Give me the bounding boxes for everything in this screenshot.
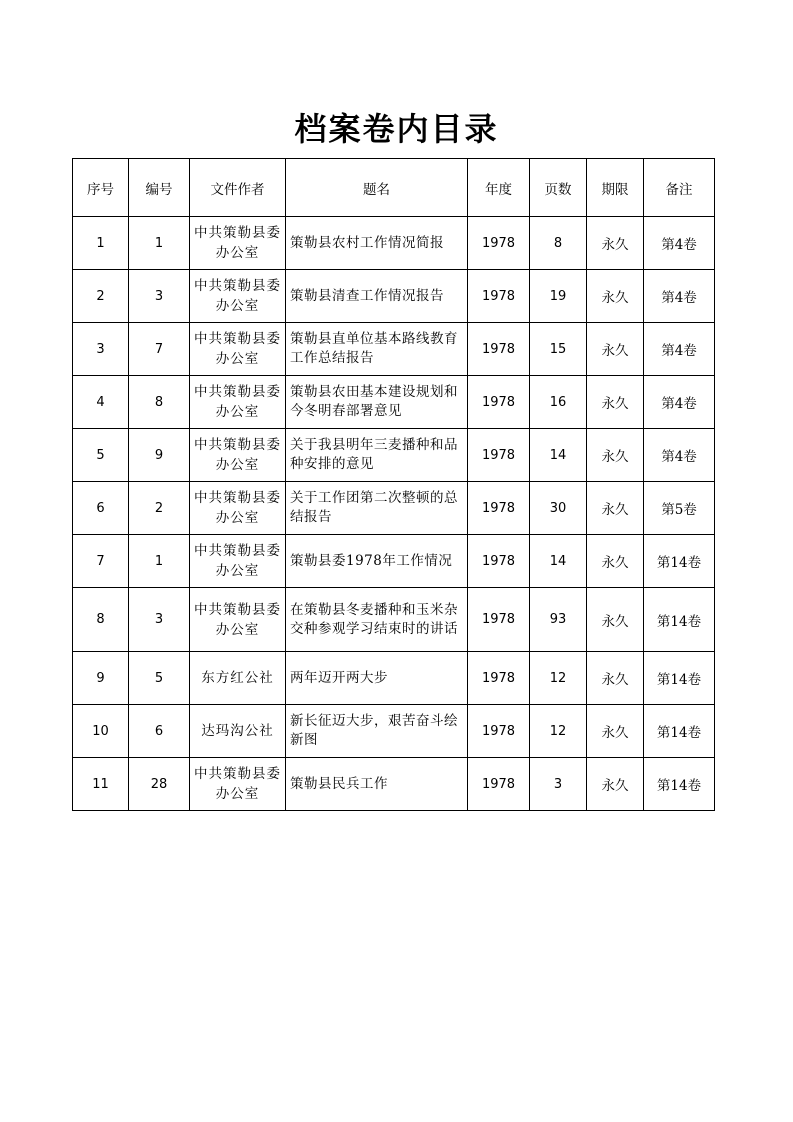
cell-term: 永久 (587, 482, 644, 535)
cell-author: 中共策勒县委办公室 (190, 376, 286, 429)
cell-pages: 14 (530, 535, 587, 588)
cell-code: 3 (129, 270, 190, 323)
cell-year: 1978 (468, 482, 530, 535)
cell-name: 策勒县农田基本建设规划和今冬明春部署意见 (286, 376, 468, 429)
cell-seq: 4 (73, 376, 129, 429)
cell-note: 第14卷 (644, 652, 715, 705)
cell-pages: 12 (530, 705, 587, 758)
cell-note: 第14卷 (644, 705, 715, 758)
cell-pages: 12 (530, 652, 587, 705)
cell-code: 7 (129, 323, 190, 376)
table-row (73, 323, 715, 376)
table-row (73, 588, 715, 652)
cell-term: 永久 (587, 535, 644, 588)
cell-seq: 5 (73, 429, 129, 482)
cell-note: 第4卷 (644, 376, 715, 429)
cell-pages: 16 (530, 376, 587, 429)
header-pages: 页数 (530, 159, 587, 217)
cell-pages: 8 (530, 217, 587, 270)
cell-term: 永久 (587, 652, 644, 705)
header-note: 备注 (644, 159, 715, 217)
cell-year: 1978 (468, 588, 530, 652)
cell-seq: 7 (73, 535, 129, 588)
header-year: 年度 (468, 159, 530, 217)
cell-term: 永久 (587, 270, 644, 323)
cell-pages: 14 (530, 429, 587, 482)
catalog-table (72, 158, 715, 811)
cell-note: 第4卷 (644, 270, 715, 323)
cell-term: 永久 (587, 758, 644, 811)
cell-year: 1978 (468, 535, 530, 588)
cell-term: 永久 (587, 588, 644, 652)
cell-pages: 19 (530, 270, 587, 323)
cell-name: 在策勒县冬麦播种和玉米杂交种参观学习结束时的讲话 (286, 588, 468, 652)
cell-author: 中共策勒县委办公室 (190, 758, 286, 811)
table-row (73, 270, 715, 323)
cell-pages: 93 (530, 588, 587, 652)
cell-author: 中共策勒县委办公室 (190, 588, 286, 652)
cell-note: 第14卷 (644, 758, 715, 811)
page-title: 档案卷内目录 (294, 110, 499, 148)
cell-code: 28 (129, 758, 190, 811)
cell-year: 1978 (468, 429, 530, 482)
cell-seq: 1 (73, 217, 129, 270)
cell-term: 永久 (587, 376, 644, 429)
cell-pages: 3 (530, 758, 587, 811)
cell-code: 1 (129, 217, 190, 270)
cell-note: 第14卷 (644, 588, 715, 652)
cell-author: 中共策勒县委办公室 (190, 482, 286, 535)
cell-code: 6 (129, 705, 190, 758)
cell-author: 中共策勒县委办公室 (190, 429, 286, 482)
header-author: 文件作者 (190, 159, 286, 217)
cell-code: 3 (129, 588, 190, 652)
cell-note: 第4卷 (644, 323, 715, 376)
cell-name: 策勒县民兵工作 (286, 758, 468, 811)
cell-seq: 10 (73, 705, 129, 758)
table-row (73, 482, 715, 535)
cell-note: 第14卷 (644, 535, 715, 588)
cell-year: 1978 (468, 323, 530, 376)
cell-author: 中共策勒县委办公室 (190, 217, 286, 270)
cell-term: 永久 (587, 429, 644, 482)
cell-author: 达玛沟公社 (190, 705, 286, 758)
cell-name: 策勒县直单位基本路线教育工作总结报告 (286, 323, 468, 376)
table-row (73, 758, 715, 811)
header-term: 期限 (587, 159, 644, 217)
table-row (73, 705, 715, 758)
table-row (73, 652, 715, 705)
cell-name: 策勒县农村工作情况简报 (286, 217, 468, 270)
header-seq: 序号 (73, 159, 129, 217)
cell-pages: 30 (530, 482, 587, 535)
cell-year: 1978 (468, 758, 530, 811)
cell-name: 策勒县委1978年工作情况 (286, 535, 468, 588)
cell-name: 两年迈开两大步 (286, 652, 468, 705)
cell-seq: 8 (73, 588, 129, 652)
cell-seq: 11 (73, 758, 129, 811)
cell-author: 中共策勒县委办公室 (190, 535, 286, 588)
cell-year: 1978 (468, 270, 530, 323)
header-row (73, 159, 715, 217)
cell-seq: 3 (73, 323, 129, 376)
cell-seq: 9 (73, 652, 129, 705)
cell-name: 关于我县明年三麦播种和品种安排的意见 (286, 429, 468, 482)
cell-pages: 15 (530, 323, 587, 376)
table-row (73, 429, 715, 482)
cell-name: 关于工作团第二次整顿的总结报告 (286, 482, 468, 535)
cell-name: 策勒县清查工作情况报告 (286, 270, 468, 323)
header-code: 编号 (129, 159, 190, 217)
cell-note: 第4卷 (644, 217, 715, 270)
table-row (73, 535, 715, 588)
cell-author: 中共策勒县委办公室 (190, 270, 286, 323)
cell-code: 2 (129, 482, 190, 535)
cell-term: 永久 (587, 323, 644, 376)
cell-code: 9 (129, 429, 190, 482)
header-name: 题名 (286, 159, 468, 217)
cell-code: 8 (129, 376, 190, 429)
cell-note: 第4卷 (644, 429, 715, 482)
cell-code: 5 (129, 652, 190, 705)
cell-year: 1978 (468, 376, 530, 429)
cell-term: 永久 (587, 217, 644, 270)
cell-name: 新长征迈大步，艰苦奋斗绘新图 (286, 705, 468, 758)
cell-term: 永久 (587, 705, 644, 758)
cell-author: 中共策勒县委办公室 (190, 323, 286, 376)
cell-code: 1 (129, 535, 190, 588)
cell-author: 东方红公社 (190, 652, 286, 705)
cell-year: 1978 (468, 217, 530, 270)
cell-seq: 2 (73, 270, 129, 323)
table-row (73, 376, 715, 429)
cell-year: 1978 (468, 652, 530, 705)
cell-note: 第5卷 (644, 482, 715, 535)
table-row (73, 217, 715, 270)
cell-year: 1978 (468, 705, 530, 758)
cell-seq: 6 (73, 482, 129, 535)
